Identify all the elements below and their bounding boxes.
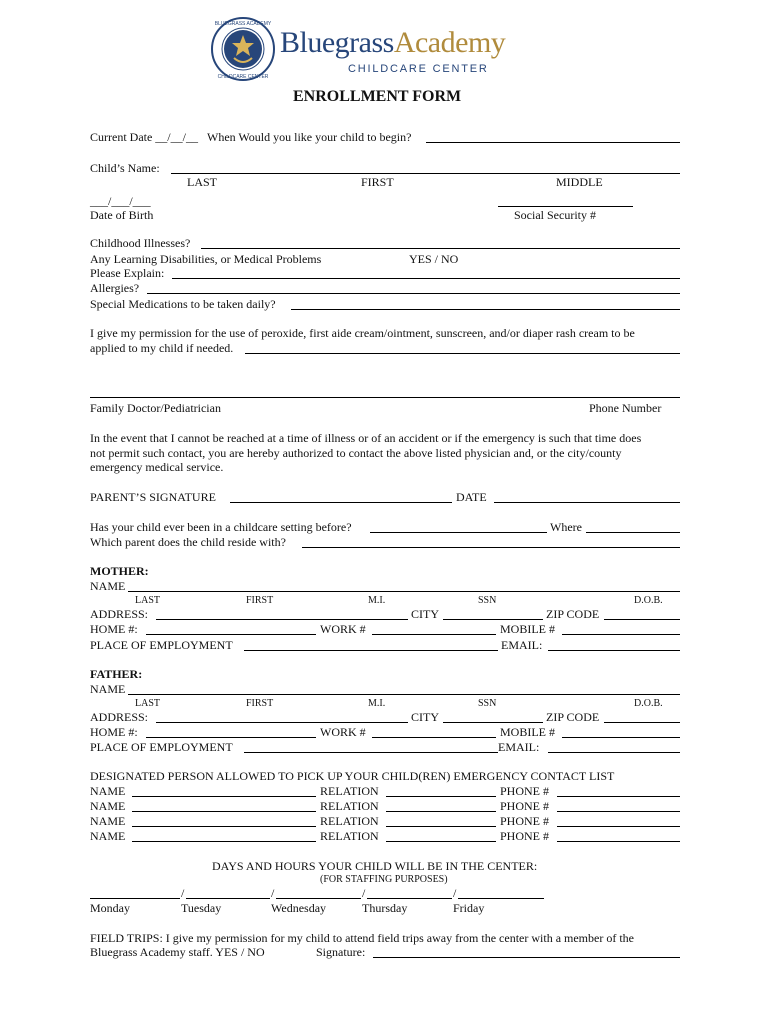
pickup-name-label-2: NAME — [90, 799, 126, 813]
thursday-label: Thursday — [362, 901, 408, 915]
reside-label: Which parent does the child reside with? — [90, 535, 286, 549]
child-first-label: FIRST — [361, 175, 394, 189]
where-field[interactable] — [586, 532, 680, 533]
mother-email-label: EMAIL: — [501, 638, 543, 652]
pickup-relation-field-1[interactable] — [386, 796, 496, 797]
day-separator-2: / — [271, 886, 275, 900]
pickup-header: DESIGNATED PERSON ALLOWED TO PICK UP YOUR CHILD(REN) EMERGENCY CONTACT LIST — [90, 769, 615, 783]
page-title: ENROLLMENT FORM — [293, 88, 462, 105]
day-separator-1: / — [181, 886, 185, 900]
mother-ssn-col: SSN — [478, 595, 497, 606]
field-trips-signature-label: Signature: — [316, 945, 366, 959]
childcare-setting-field[interactable] — [370, 532, 547, 533]
tuesday-field[interactable] — [186, 898, 270, 899]
father-address-label: ADDRESS: — [90, 710, 149, 724]
father-first-col: FIRST — [246, 698, 274, 709]
father-address-field[interactable] — [156, 722, 408, 723]
emergency-text-2: not permit such contact, you are hereby authorized to contact the above listed physician and, or the city/county — [90, 446, 622, 460]
explain-field[interactable] — [172, 278, 680, 279]
father-email-field[interactable] — [548, 752, 680, 753]
pickup-phone-field-2[interactable] — [557, 811, 680, 812]
wednesday-label: Wednesday — [271, 901, 327, 915]
mother-home-label: HOME #: — [90, 622, 138, 636]
pickup-relation-field-3[interactable] — [386, 826, 496, 827]
emergency-text-3: emergency medical service. — [90, 460, 224, 474]
father-email-label: EMAIL: — [498, 740, 540, 754]
emergency-text-1: In the event that I cannot be reached at a time of illness or of an accident or if the emergency is such that time does — [90, 431, 642, 445]
parent-signature-label: PARENT’S SIGNATURE — [90, 490, 216, 504]
days-header: DAYS AND HOURS YOUR CHILD WILL BE IN THE CENTER: — [212, 859, 538, 873]
day-separator-4: / — [453, 886, 457, 900]
father-work-label: WORK # — [320, 725, 366, 739]
days-subheader: (FOR STAFFING PURPOSES) — [320, 874, 448, 885]
explain-label: Please Explain: — [90, 266, 165, 280]
learning-yes-no[interactable]: YES / NO — [409, 252, 459, 266]
pickup-relation-label-3: RELATION — [320, 814, 379, 828]
pickup-relation-label-1: RELATION — [320, 784, 379, 798]
dob-field[interactable]: ___/___/___ — [90, 194, 151, 208]
learning-label: Any Learning Disabilities, or Medical Problems — [90, 252, 322, 266]
thursday-field[interactable] — [367, 898, 452, 899]
mother-email-field[interactable] — [548, 650, 680, 651]
current-date-label: Current Date __/__/__ — [90, 130, 198, 144]
pickup-name-label-4: NAME — [90, 829, 126, 843]
field-trips-signature-field[interactable] — [373, 957, 680, 958]
mother-first-col: FIRST — [246, 595, 274, 606]
mother-employment-field[interactable] — [244, 650, 498, 651]
wednesday-field[interactable] — [276, 898, 361, 899]
father-last-col: LAST — [135, 698, 160, 709]
child-middle-label: MIDDLE — [556, 175, 603, 189]
father-employment-label: PLACE OF EMPLOYMENT — [90, 740, 233, 754]
mother-last-col: LAST — [135, 595, 160, 606]
pickup-name-label-1: NAME — [90, 784, 126, 798]
brand-subtitle: CHILDCARE CENTER — [348, 63, 489, 75]
mother-zip-label: ZIP CODE — [546, 607, 600, 621]
mother-employment-label: PLACE OF EMPLOYMENT — [90, 638, 233, 652]
mother-city-label: CITY — [411, 607, 439, 621]
mother-address-label: ADDRESS: — [90, 607, 149, 621]
doctor-label: Family Doctor/Pediatrician — [90, 401, 221, 415]
pickup-relation-field-4[interactable] — [386, 841, 496, 842]
pickup-name-field-3[interactable] — [132, 826, 316, 827]
mother-name-field[interactable] — [128, 591, 680, 592]
father-header: FATHER: — [90, 667, 143, 681]
childcare-setting-label: Has your child ever been in a childcare setting before? — [90, 520, 352, 534]
svg-text:CHILDCARE CENTER: CHILDCARE CENTER — [217, 74, 269, 80]
father-work-field[interactable] — [372, 737, 496, 738]
doctor-field[interactable] — [90, 397, 680, 398]
friday-label: Friday — [453, 901, 485, 915]
father-ssn-col: SSN — [478, 698, 497, 709]
pickup-name-field-2[interactable] — [132, 811, 316, 812]
logo — [210, 16, 510, 82]
father-name-field[interactable] — [128, 694, 680, 695]
father-zip-label: ZIP CODE — [546, 710, 600, 724]
pickup-phone-label-3: PHONE # — [500, 814, 550, 828]
allergies-label: Allergies? — [90, 281, 140, 295]
father-mobile-label: MOBILE # — [500, 725, 555, 739]
pickup-relation-label-2: RELATION — [320, 799, 379, 813]
pickup-phone-label-1: PHONE # — [500, 784, 550, 798]
pickup-name-field-1[interactable] — [132, 796, 316, 797]
ssn-label: Social Security # — [514, 208, 596, 222]
father-mobile-field[interactable] — [562, 737, 680, 738]
child-last-label: LAST — [187, 175, 217, 189]
brand-name: BluegrassAcademy — [280, 26, 506, 59]
father-city-label: CITY — [411, 710, 439, 724]
mother-dob-col: D.O.B. — [634, 595, 663, 606]
where-label: Where — [550, 520, 582, 534]
father-city-field[interactable] — [443, 722, 543, 723]
parent-signature-field[interactable] — [230, 502, 452, 503]
friday-field[interactable] — [458, 898, 544, 899]
father-name-label: NAME — [90, 682, 126, 696]
mother-address-field[interactable] — [156, 619, 408, 620]
father-employment-field[interactable] — [244, 752, 498, 753]
mother-work-label: WORK # — [320, 622, 366, 636]
ssn-field[interactable] — [498, 206, 633, 207]
pickup-relation-label-4: RELATION — [320, 829, 379, 843]
pickup-phone-field-4[interactable] — [557, 841, 680, 842]
pickup-phone-label-2: PHONE # — [500, 799, 550, 813]
child-name-field[interactable] — [171, 173, 680, 174]
monday-label: Monday — [90, 901, 130, 915]
reside-field[interactable] — [302, 547, 680, 548]
mother-header: MOTHER: — [90, 564, 149, 578]
father-zip-field[interactable] — [604, 722, 680, 723]
permission-signature-field[interactable] — [245, 353, 680, 354]
father-mi-col: M.I. — [368, 698, 386, 709]
father-home-field[interactable] — [146, 737, 316, 738]
tuesday-label: Tuesday — [181, 901, 222, 915]
child-name-label: Child’s Name: — [90, 161, 160, 175]
mother-mi-col: M.I. — [368, 595, 386, 606]
field-trips-text-2: Bluegrass Academy staff. YES / NO — [90, 945, 265, 959]
pickup-name-label-3: NAME — [90, 814, 126, 828]
mother-zip-field[interactable] — [604, 619, 680, 620]
pickup-phone-label-4: PHONE # — [500, 829, 550, 843]
academy-seal-icon — [210, 16, 276, 82]
pickup-phone-field-3[interactable] — [557, 826, 680, 827]
svg-text:BLUEGRASS ACADEMY: BLUEGRASS ACADEMY — [214, 21, 272, 27]
pickup-name-field-4[interactable] — [132, 841, 316, 842]
father-home-label: HOME #: — [90, 725, 138, 739]
field-trips-text-1: FIELD TRIPS: I give my permission for my child to attend field trips away from the center with a member of the — [90, 931, 634, 945]
illnesses-field[interactable] — [201, 248, 680, 249]
mother-mobile-label: MOBILE # — [500, 622, 555, 636]
monday-field[interactable] — [90, 898, 180, 899]
pickup-phone-field-1[interactable] — [557, 796, 680, 797]
pickup-relation-field-2[interactable] — [386, 811, 496, 812]
mother-name-label: NAME — [90, 579, 126, 593]
begin-question: When Would you like your child to begin? — [207, 130, 412, 144]
illnesses-label: Childhood Illnesses? — [90, 236, 191, 250]
mother-home-field[interactable] — [146, 634, 316, 635]
mother-work-field[interactable] — [372, 634, 496, 635]
permission-text-2: applied to my child if needed. — [90, 341, 234, 355]
parent-date-field[interactable] — [494, 502, 680, 503]
mother-city-field[interactable] — [443, 619, 543, 620]
doctor-phone-label: Phone Number — [589, 401, 662, 415]
allergies-field[interactable] — [147, 293, 680, 294]
mother-mobile-field[interactable] — [562, 634, 680, 635]
parent-date-label: DATE — [456, 490, 487, 504]
medications-field[interactable] — [291, 309, 680, 310]
permission-text-1: I give my permission for the use of peroxide, first aide cream/ointment, sunscreen, and/or diaper rash cream to be — [90, 326, 635, 340]
day-separator-3: / — [362, 886, 366, 900]
medications-label: Special Medications to be taken daily? — [90, 297, 276, 311]
begin-date-field[interactable] — [426, 142, 680, 143]
father-dob-col: D.O.B. — [634, 698, 663, 709]
dob-label: Date of Birth — [90, 208, 154, 222]
